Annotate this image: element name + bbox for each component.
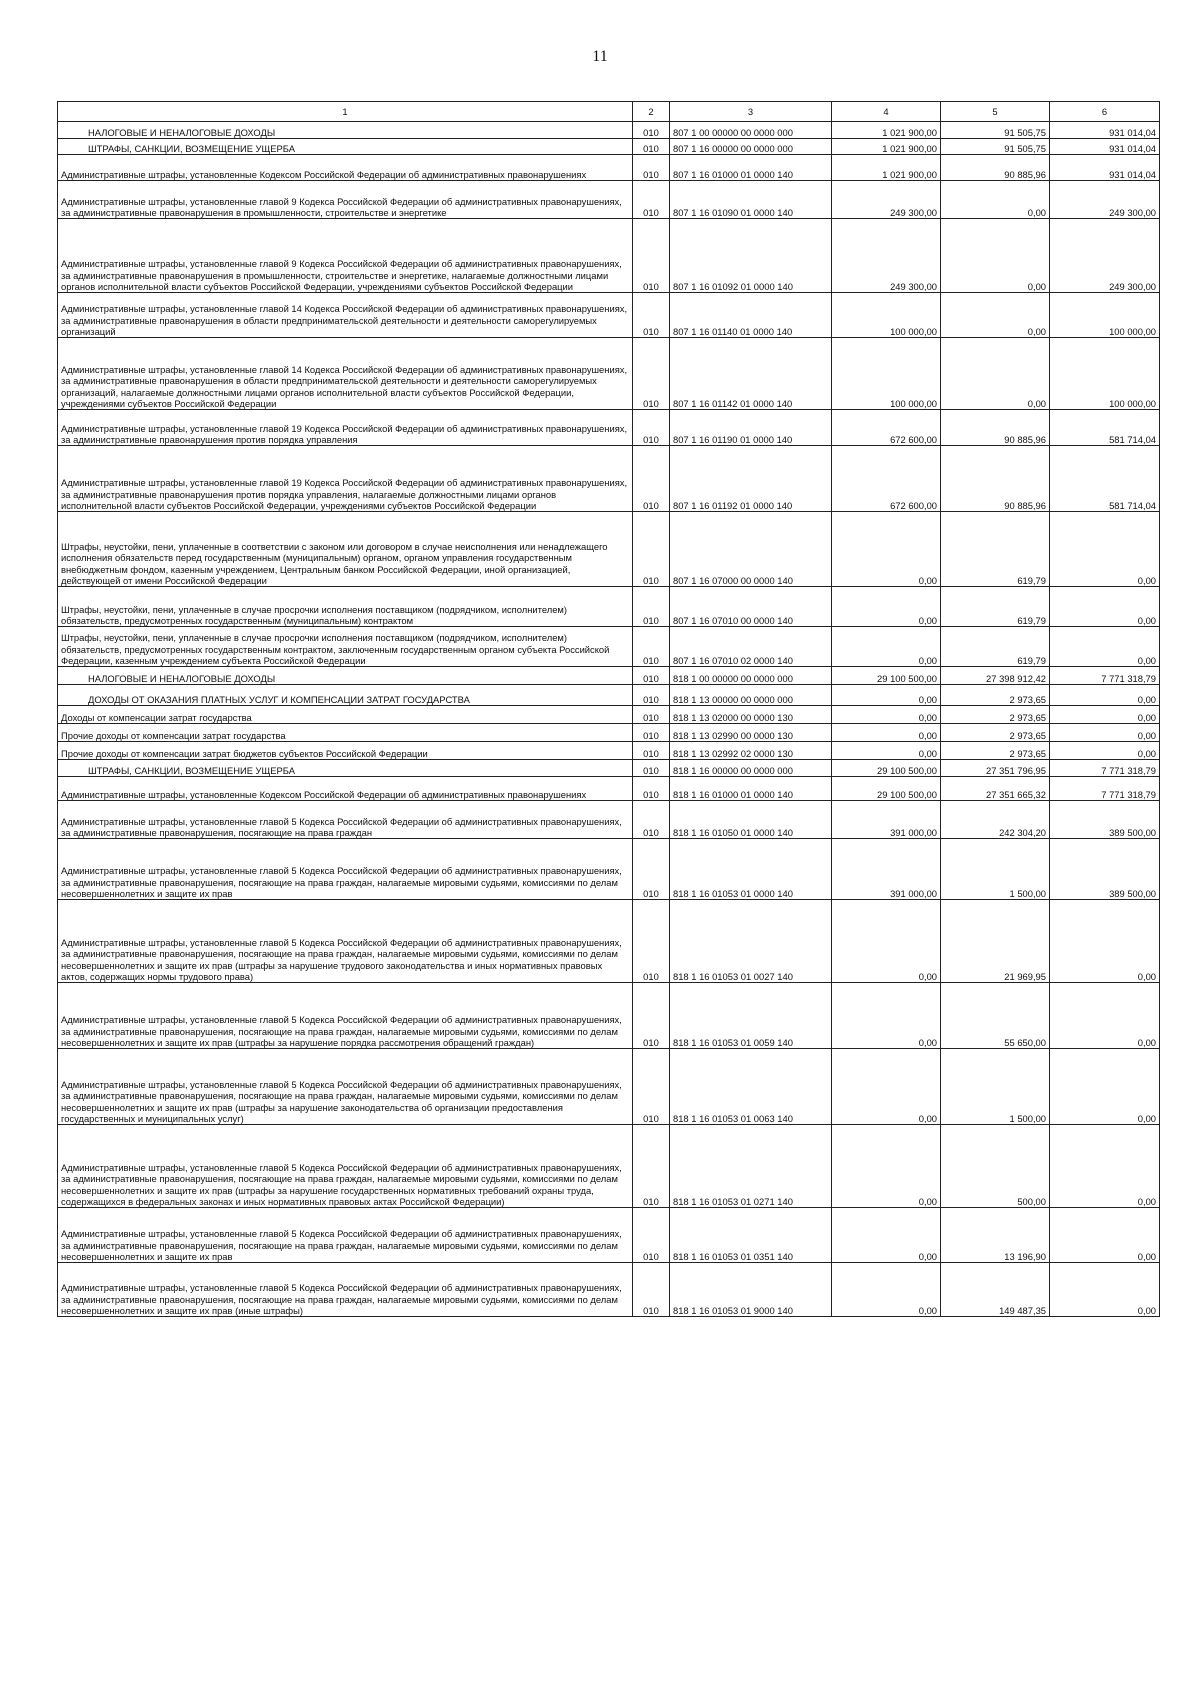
row-budget-code: 818 1 00 00000 00 0000 000 (670, 667, 832, 685)
row-name: Административные штрафы, установленные главой 5 Кодекса Российской Федерации об административных правонарушениях, за административные правонарушения, посягающие на права граждан, налагаемые мировыми судьями, комиссиями по делам несовершеннолетних и защите их прав (штрафы за нарушение трудового законодательства и иных нормативных правовых актов, содержащих нормы трудового права) (58, 900, 633, 983)
column-header: 1 (58, 102, 633, 122)
row-budget-code: 818 1 16 01053 01 0271 140 (670, 1125, 832, 1208)
row-line-code: 010 (633, 724, 670, 742)
row-unexecuted: 581 714,04 (1050, 446, 1160, 512)
row-budget-code: 818 1 13 02990 00 0000 130 (670, 724, 832, 742)
row-executed: 91 505,75 (941, 139, 1050, 155)
row-executed: 90 885,96 (941, 446, 1050, 512)
row-approved: 1 021 900,00 (832, 155, 941, 181)
table-row (58, 742, 1160, 760)
row-executed: 2 973,65 (941, 706, 1050, 724)
table-row (58, 338, 1160, 410)
row-name: Административные штрафы, установленные главой 14 Кодекса Российской Федерации об административных правонарушениях, за административные правонарушения в области предпринимательской деятельности и деятельности саморегулируемых организаций, налагаемые должностными лицами органов исполнительной власти субъектов Российской Федерации, учреждениями субъектов Российской Федерации (58, 338, 633, 410)
row-unexecuted: 389 500,00 (1050, 839, 1160, 900)
row-line-code: 010 (633, 338, 670, 410)
table-row (58, 122, 1160, 139)
row-executed: 619,79 (941, 512, 1050, 587)
row-unexecuted: 0,00 (1050, 685, 1160, 706)
row-unexecuted: 0,00 (1050, 706, 1160, 724)
row-approved: 391 000,00 (832, 839, 941, 900)
row-budget-code: 818 1 16 01050 01 0000 140 (670, 801, 832, 839)
row-executed: 55 650,00 (941, 983, 1050, 1049)
row-unexecuted: 100 000,00 (1050, 293, 1160, 338)
row-name: Административные штрафы, установленные главой 5 Кодекса Российской Федерации об административных правонарушениях, за административные правонарушения, посягающие на права граждан, налагаемые мировыми судьями, комиссиями по делам несовершеннолетних и защите их прав (иные штрафы) (58, 1263, 633, 1317)
row-line-code: 010 (633, 139, 670, 155)
row-budget-code: 807 1 16 01190 01 0000 140 (670, 410, 832, 446)
row-line-code: 010 (633, 587, 670, 627)
table-row (58, 1049, 1160, 1125)
row-unexecuted: 0,00 (1050, 1125, 1160, 1208)
row-line-code: 010 (633, 181, 670, 219)
row-name: Административные штрафы, установленные Кодексом Российской Федерации об административных правонарушениях (58, 155, 633, 181)
row-budget-code: 807 1 16 01192 01 0000 140 (670, 446, 832, 512)
column-header: 6 (1050, 102, 1160, 122)
row-approved: 0,00 (832, 742, 941, 760)
row-line-code: 010 (633, 293, 670, 338)
row-executed: 90 885,96 (941, 410, 1050, 446)
row-executed: 2 973,65 (941, 724, 1050, 742)
row-executed: 2 973,65 (941, 742, 1050, 760)
row-line-code: 010 (633, 1049, 670, 1125)
row-executed: 1 500,00 (941, 1049, 1050, 1125)
table-row (58, 667, 1160, 685)
row-name: Административные штрафы, установленные главой 5 Кодекса Российской Федерации об административных правонарушениях, за административные правонарушения, посягающие на права граждан, налагаемые мировыми судьями, комиссиями по делам несовершеннолетних и защите их прав (штрафы за нарушение порядка рассмотрения обращений граждан) (58, 983, 633, 1049)
row-line-code: 010 (633, 983, 670, 1049)
row-unexecuted: 0,00 (1050, 742, 1160, 760)
table-row (58, 410, 1160, 446)
row-unexecuted: 249 300,00 (1050, 219, 1160, 293)
row-unexecuted: 0,00 (1050, 1049, 1160, 1125)
row-approved: 0,00 (832, 627, 941, 667)
page-number: 11 (592, 48, 608, 65)
header-row (58, 102, 1160, 122)
row-unexecuted: 0,00 (1050, 587, 1160, 627)
row-approved: 0,00 (832, 1208, 941, 1263)
row-line-code: 010 (633, 706, 670, 724)
row-approved: 0,00 (832, 1263, 941, 1317)
row-executed: 27 351 796,95 (941, 760, 1050, 777)
row-name: Административные штрафы, установленные главой 9 Кодекса Российской Федерации об административных правонарушениях, за административные правонарушения в промышленности, строительстве и энергетике (58, 181, 633, 219)
row-unexecuted: 249 300,00 (1050, 181, 1160, 219)
row-line-code: 010 (633, 1208, 670, 1263)
row-name: Административные штрафы, установленные главой 19 Кодекса Российской Федерации об административных правонарушениях, за административные правонарушения против порядка управления, налагаемые должностными лицами органов исполнительной власти субъектов Российской Федерации, учреждениями субъектов Российской Федерации (58, 446, 633, 512)
row-approved: 0,00 (832, 983, 941, 1049)
row-name: Административные штрафы, установленные главой 5 Кодекса Российской Федерации об административных правонарушениях, за административные правонарушения, посягающие на права граждан, налагаемые мировыми судьями, комиссиями по делам несовершеннолетних и защите их прав (58, 839, 633, 900)
row-budget-code: 818 1 13 00000 00 0000 000 (670, 685, 832, 706)
row-unexecuted: 0,00 (1050, 1263, 1160, 1317)
row-line-code: 010 (633, 777, 670, 801)
table-row (58, 1263, 1160, 1317)
row-name: НАЛОГОВЫЕ И НЕНАЛОГОВЫЕ ДОХОДЫ (58, 667, 633, 685)
table-body (58, 122, 1160, 1317)
row-unexecuted: 0,00 (1050, 627, 1160, 667)
row-name: Прочие доходы от компенсации затрат бюджетов субъектов Российской Федерации (58, 742, 633, 760)
row-line-code: 010 (633, 667, 670, 685)
row-approved: 391 000,00 (832, 801, 941, 839)
table-row (58, 1125, 1160, 1208)
row-unexecuted: 931 014,04 (1050, 122, 1160, 139)
row-approved: 672 600,00 (832, 446, 941, 512)
column-header: 3 (670, 102, 832, 122)
row-budget-code: 818 1 13 02000 00 0000 130 (670, 706, 832, 724)
row-budget-code: 818 1 16 01053 01 0000 140 (670, 839, 832, 900)
row-approved: 1 021 900,00 (832, 139, 941, 155)
row-unexecuted: 100 000,00 (1050, 338, 1160, 410)
row-executed: 0,00 (941, 293, 1050, 338)
row-executed: 0,00 (941, 338, 1050, 410)
row-executed: 619,79 (941, 627, 1050, 667)
row-budget-code: 818 1 16 01053 01 0059 140 (670, 983, 832, 1049)
row-approved: 1 021 900,00 (832, 122, 941, 139)
row-unexecuted: 0,00 (1050, 724, 1160, 742)
row-name: Штрафы, неустойки, пени, уплаченные в случае просрочки исполнения поставщиком (подрядчиком, исполнителем) обязательств, предусмотренных государственным контрактом, заключенным государственным органом субъекта Российской Федерации, казенным учреждением субъекта Российской Федерации (58, 627, 633, 667)
row-budget-code: 818 1 16 01053 01 0063 140 (670, 1049, 832, 1125)
table-row (58, 983, 1160, 1049)
row-name: Административные штрафы, установленные главой 14 Кодекса Российской Федерации об административных правонарушениях, за административные правонарушения в области предпринимательской деятельности и деятельности саморегулируемых организаций (58, 293, 633, 338)
row-name: Административные штрафы, установленные главой 9 Кодекса Российской Федерации об административных правонарушениях, за административные правонарушения в промышленности, строительстве и энергетике, налагаемые должностными лицами органов исполнительной власти субъектов Российской Федерации, учреждениями субъектов Российской Федерации (58, 219, 633, 293)
row-approved: 672 600,00 (832, 410, 941, 446)
row-executed: 500,00 (941, 1125, 1050, 1208)
table-row (58, 155, 1160, 181)
row-unexecuted: 0,00 (1050, 983, 1160, 1049)
table-row (58, 801, 1160, 839)
row-line-code: 010 (633, 760, 670, 777)
row-line-code: 010 (633, 512, 670, 587)
row-approved: 0,00 (832, 900, 941, 983)
row-approved: 29 100 500,00 (832, 760, 941, 777)
row-executed: 0,00 (941, 181, 1050, 219)
table-row (58, 760, 1160, 777)
row-name: Штрафы, неустойки, пени, уплаченные в случае просрочки исполнения поставщиком (подрядчиком, исполнителем) обязательств, предусмотренных государственным (муниципальным) контрактом (58, 587, 633, 627)
row-executed: 91 505,75 (941, 122, 1050, 139)
row-executed: 149 487,35 (941, 1263, 1050, 1317)
row-unexecuted: 7 771 318,79 (1050, 667, 1160, 685)
row-approved: 249 300,00 (832, 181, 941, 219)
row-name: Доходы от компенсации затрат государства (58, 706, 633, 724)
row-line-code: 010 (633, 219, 670, 293)
row-approved: 0,00 (832, 1049, 941, 1125)
row-line-code: 010 (633, 839, 670, 900)
row-executed: 21 969,95 (941, 900, 1050, 983)
row-unexecuted: 7 771 318,79 (1050, 760, 1160, 777)
table-row (58, 685, 1160, 706)
row-budget-code: 818 1 16 01000 01 0000 140 (670, 777, 832, 801)
row-line-code: 010 (633, 446, 670, 512)
row-executed: 2 973,65 (941, 685, 1050, 706)
table-row (58, 724, 1160, 742)
row-unexecuted: 7 771 318,79 (1050, 777, 1160, 801)
row-name: Штрафы, неустойки, пени, уплаченные в соответствии с законом или договором в случае неисполнения или ненадлежащего исполнения обязательств перед государственным (муниципальным) органом, органом управления государственным внебюджетным фондом, казенным учреждением, Центральным банком Российской Федерации, иной организацией, действующей от имени Российской Федерации (58, 512, 633, 587)
row-executed: 27 351 665,32 (941, 777, 1050, 801)
row-executed: 90 885,96 (941, 155, 1050, 181)
row-name: Административные штрафы, установленные главой 5 Кодекса Российской Федерации об административных правонарушениях, за административные правонарушения, посягающие на права граждан, налагаемые мировыми судьями, комиссиями по делам несовершеннолетних и защите их прав (штрафы за нарушение государственных нормативных требований охраны труда, содержащихся в федеральных законах и иных нормативных правовых актах Российской Федерации) (58, 1125, 633, 1208)
row-unexecuted: 0,00 (1050, 512, 1160, 587)
table-row (58, 777, 1160, 801)
row-budget-code: 818 1 16 01053 01 0027 140 (670, 900, 832, 983)
row-name: ШТРАФЫ, САНКЦИИ, ВОЗМЕЩЕНИЕ УЩЕРБА (58, 139, 633, 155)
row-executed: 242 304,20 (941, 801, 1050, 839)
row-budget-code: 818 1 16 00000 00 0000 000 (670, 760, 832, 777)
row-name: Прочие доходы от компенсации затрат государства (58, 724, 633, 742)
table-row (58, 181, 1160, 219)
column-header: 4 (832, 102, 941, 122)
row-budget-code: 807 1 16 01000 01 0000 140 (670, 155, 832, 181)
table-row (58, 446, 1160, 512)
table-row (58, 512, 1160, 587)
table-row (58, 1208, 1160, 1263)
row-approved: 29 100 500,00 (832, 777, 941, 801)
row-unexecuted: 0,00 (1050, 1208, 1160, 1263)
row-approved: 0,00 (832, 1125, 941, 1208)
row-line-code: 010 (633, 801, 670, 839)
row-budget-code: 807 1 16 01142 01 0000 140 (670, 338, 832, 410)
column-header: 2 (633, 102, 670, 122)
row-budget-code: 807 1 16 07010 02 0000 140 (670, 627, 832, 667)
row-unexecuted: 581 714,04 (1050, 410, 1160, 446)
table-row (58, 293, 1160, 338)
row-budget-code: 807 1 16 07000 00 0000 140 (670, 512, 832, 587)
table-row (58, 587, 1160, 627)
row-line-code: 010 (633, 742, 670, 760)
row-executed: 1 500,00 (941, 839, 1050, 900)
row-line-code: 010 (633, 627, 670, 667)
row-budget-code: 807 1 00 00000 00 0000 000 (670, 122, 832, 139)
row-line-code: 010 (633, 410, 670, 446)
row-budget-code: 818 1 16 01053 01 0351 140 (670, 1208, 832, 1263)
row-unexecuted: 931 014,04 (1050, 139, 1160, 155)
row-line-code: 010 (633, 1263, 670, 1317)
row-line-code: 010 (633, 155, 670, 181)
row-name: ДОХОДЫ ОТ ОКАЗАНИЯ ПЛАТНЫХ УСЛУГ И КОМПЕНСАЦИИ ЗАТРАТ ГОСУДАРСТВА (58, 685, 633, 706)
revenue-table (57, 101, 1160, 1317)
row-line-code: 010 (633, 1125, 670, 1208)
row-executed: 27 398 912,42 (941, 667, 1050, 685)
row-approved: 249 300,00 (832, 219, 941, 293)
row-name: Административные штрафы, установленные Кодексом Российской Федерации об административных правонарушениях (58, 777, 633, 801)
row-approved: 0,00 (832, 512, 941, 587)
table-row (58, 139, 1160, 155)
row-name: НАЛОГОВЫЕ И НЕНАЛОГОВЫЕ ДОХОДЫ (58, 122, 633, 139)
row-name: Административные штрафы, установленные главой 5 Кодекса Российской Федерации об административных правонарушениях, за административные правонарушения, посягающие на права граждан, налагаемые мировыми судьями, комиссиями по делам несовершеннолетних и защите их прав (штрафы за нарушение законодательства об организации предоставления государственных и муниципальных услуг) (58, 1049, 633, 1125)
table-row (58, 900, 1160, 983)
row-unexecuted: 0,00 (1050, 900, 1160, 983)
row-budget-code: 818 1 13 02992 02 0000 130 (670, 742, 832, 760)
row-line-code: 010 (633, 685, 670, 706)
row-budget-code: 807 1 16 01090 01 0000 140 (670, 181, 832, 219)
table-row (58, 219, 1160, 293)
row-unexecuted: 389 500,00 (1050, 801, 1160, 839)
row-budget-code: 807 1 16 00000 00 0000 000 (670, 139, 832, 155)
table-row (58, 706, 1160, 724)
row-name: Административные штрафы, установленные главой 19 Кодекса Российской Федерации об административных правонарушениях, за административные правонарушения против порядка управления (58, 410, 633, 446)
row-budget-code: 807 1 16 01140 01 0000 140 (670, 293, 832, 338)
table-row (58, 627, 1160, 667)
row-name: ШТРАФЫ, САНКЦИИ, ВОЗМЕЩЕНИЕ УЩЕРБА (58, 760, 633, 777)
row-approved: 0,00 (832, 724, 941, 742)
row-name: Административные штрафы, установленные главой 5 Кодекса Российской Федерации об административных правонарушениях, за административные правонарушения, посягающие на права граждан (58, 801, 633, 839)
row-executed: 0,00 (941, 219, 1050, 293)
row-unexecuted: 931 014,04 (1050, 155, 1160, 181)
row-budget-code: 807 1 16 07010 00 0000 140 (670, 587, 832, 627)
row-line-code: 010 (633, 900, 670, 983)
row-approved: 0,00 (832, 706, 941, 724)
row-approved: 100 000,00 (832, 338, 941, 410)
column-header: 5 (941, 102, 1050, 122)
row-approved: 0,00 (832, 685, 941, 706)
table-row (58, 839, 1160, 900)
row-budget-code: 807 1 16 01092 01 0000 140 (670, 219, 832, 293)
row-name: Административные штрафы, установленные главой 5 Кодекса Российской Федерации об административных правонарушениях, за административные правонарушения, посягающие на права граждан, налагаемые мировыми судьями, комиссиями по делам несовершеннолетних и защите их прав (58, 1208, 633, 1263)
row-executed: 13 196,90 (941, 1208, 1050, 1263)
row-approved: 29 100 500,00 (832, 667, 941, 685)
row-approved: 100 000,00 (832, 293, 941, 338)
row-executed: 619,79 (941, 587, 1050, 627)
row-line-code: 010 (633, 122, 670, 139)
row-approved: 0,00 (832, 587, 941, 627)
row-budget-code: 818 1 16 01053 01 9000 140 (670, 1263, 832, 1317)
